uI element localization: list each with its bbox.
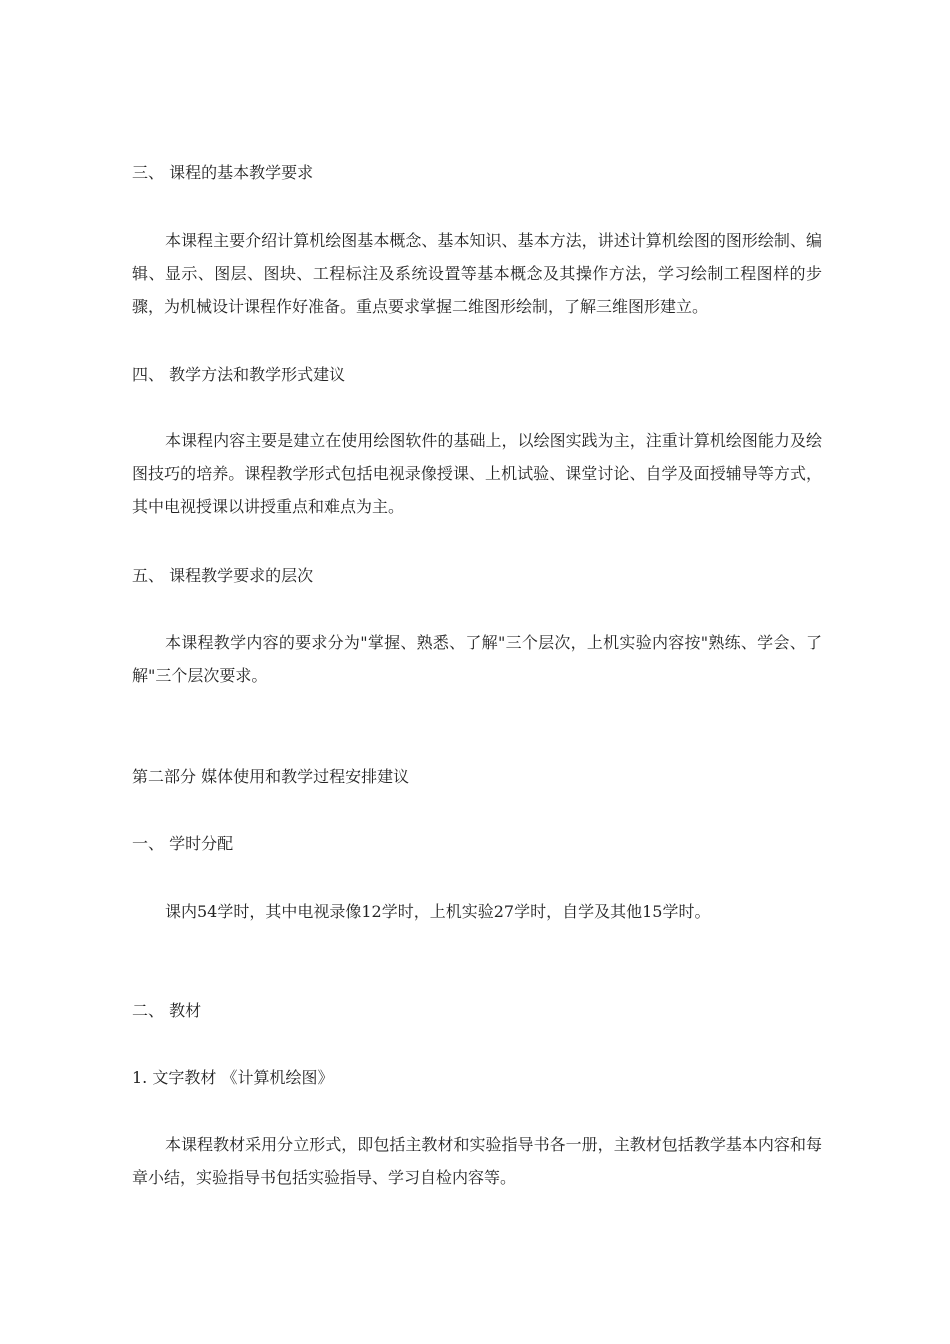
- part-2-section-1-body: 课内54学时，其中电视录像12学时，上机实验27学时，自学及其他15学时。: [165, 902, 711, 921]
- section-5-body: 本课程教学内容的要求分为"掌握、熟悉、了解"三个层次，上机实验内容按"熟练、学会、了解"三个层次要求。: [132, 633, 822, 685]
- part-2-section-1-heading: 一、 学时分配: [132, 834, 234, 853]
- section-3-heading: 三、 课程的基本教学要求: [132, 163, 314, 182]
- section-4-heading: 四、 教学方法和教学形式建议: [132, 365, 346, 384]
- section-3-body: 本课程主要介绍计算机绘图基本概念、基本知识、基本方法，讲述计算机绘图的图形绘制、编辑、显示、图层、图块、工程标注及系统设置等基本概念及其操作方法，学习绘制工程图样的步骤，为机械设计课程作好准备。重点要求掌握二维图形绘制，了解三维图形建立。: [132, 231, 822, 316]
- textbook-body: 本课程教材采用分立形式，即包括主教材和实验指导书各一册，主教材包括教学基本内容和每章小结，实验指导书包括实验指导、学习自检内容等。: [132, 1135, 822, 1187]
- section-4-body: 本课程内容主要是建立在使用绘图软件的基础上，以绘图实践为主，注重计算机绘图能力及绘图技巧的培养。课程教学形式包括电视录像授课、上机试验、课堂讨论、自学及面授辅导等方式，其中电视授课以讲授重点和难点为主。: [132, 431, 822, 516]
- part-2-heading: 第二部分 媒体使用和教学过程安排建议: [132, 767, 410, 786]
- section-5-heading: 五、 课程教学要求的层次: [132, 566, 314, 585]
- part-2-section-2-heading: 二、 教材: [132, 1001, 202, 1020]
- textbook-heading: 1. 文字教材 《计算机绘图》: [132, 1068, 334, 1087]
